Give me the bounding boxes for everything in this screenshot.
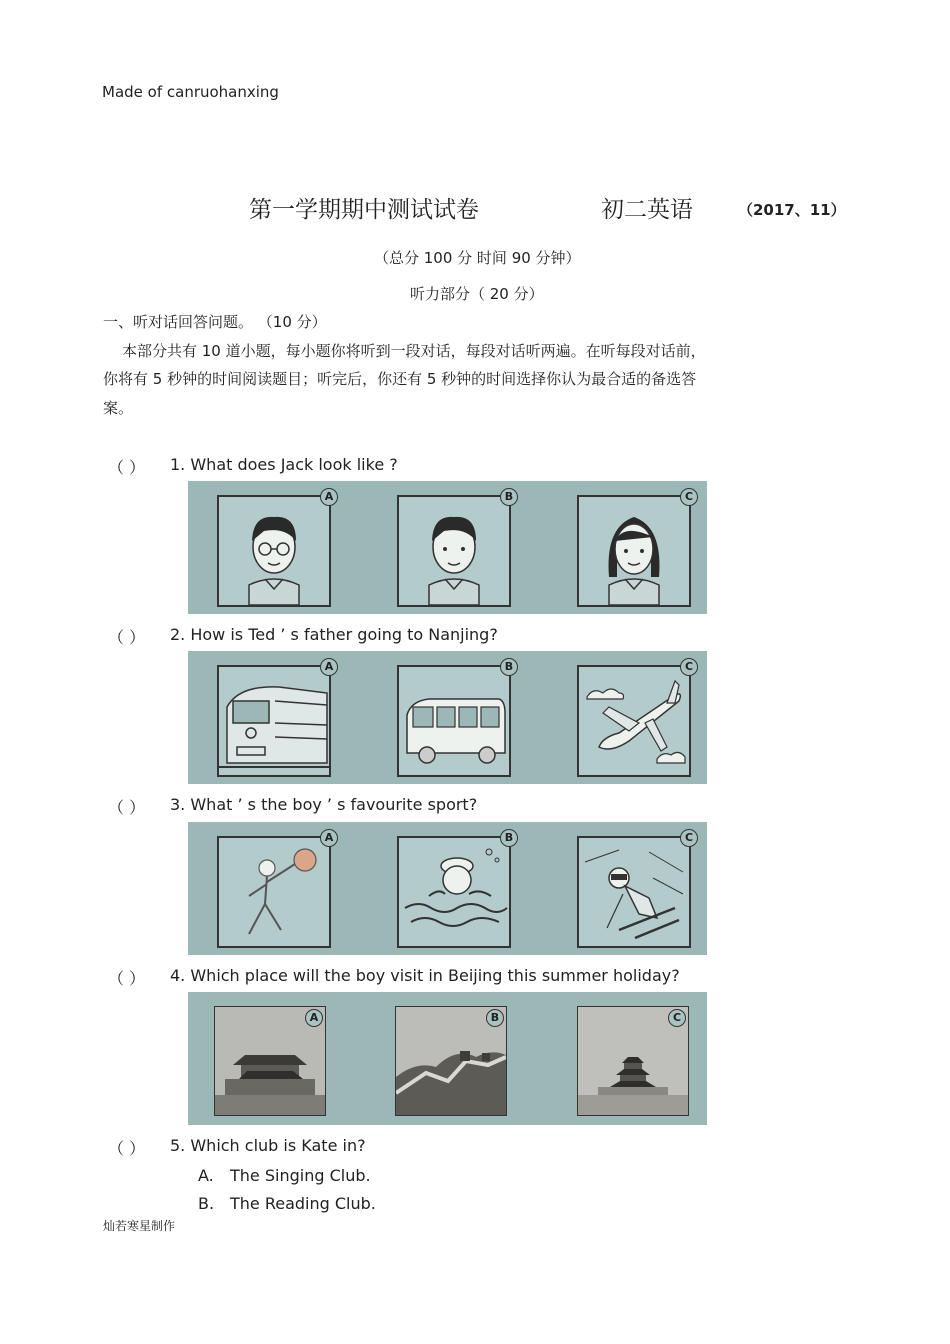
question-2-text: 2. How is Ted ’ s father going to Nanjing? (170, 625, 498, 644)
question-1-picture-panel (188, 481, 707, 614)
question-1-text: 1. What does Jack look like ? (170, 455, 398, 474)
boy-face-icon (399, 497, 509, 605)
option-label-c: C (680, 488, 698, 506)
option-a-picture (217, 831, 334, 948)
boy-with-glasses-icon (219, 497, 329, 605)
question-2-picture-panel (188, 651, 707, 784)
option-label-c: C (680, 829, 698, 847)
option-a-picture (214, 1006, 326, 1116)
option-label-b: B (486, 1009, 504, 1027)
question-3-picture-panel (188, 822, 707, 955)
question-3-text: 3. What ’ s the boy ’ s favourite sport? (170, 795, 478, 814)
choice-a-letter: A. (198, 1166, 214, 1185)
option-b-picture (397, 490, 514, 607)
exam-subject: 初二英语 (601, 197, 693, 223)
option-c-picture (577, 660, 694, 777)
answer-bracket: （ ） (108, 1139, 146, 1158)
airplane-icon (579, 667, 689, 775)
skier-icon (579, 838, 689, 946)
option-label-c: C (680, 658, 698, 676)
option-label-b: B (500, 658, 518, 676)
bus-icon (399, 667, 509, 775)
option-c-picture (577, 1006, 689, 1116)
basketball-player-icon (219, 838, 329, 946)
option-b-picture (397, 660, 514, 777)
exam-date: （2017、11） (738, 201, 846, 219)
option-label-b: B (500, 488, 518, 506)
option-label-c: C (668, 1009, 686, 1027)
footer-text: 灿若寒星制作 (103, 1219, 176, 1233)
question-4-text: 4. Which place will the boy visit in Beijing this summer holiday? (170, 966, 680, 985)
question-5-text: 5. Which club is Kate in? (170, 1136, 366, 1155)
option-label-a: A (305, 1009, 323, 1027)
option-b-picture (397, 831, 514, 948)
instructions-line-2: 你将有 5 秒钟的时间阅读题目；听完后，你还有 5 秒钟的时间选择你认为最合适的备选答 (103, 370, 697, 388)
listening-part-heading: 听力部分（ 20 分） (410, 285, 544, 303)
score-time-info: （总分 100 分 时间 90 分钟） (374, 249, 581, 267)
exam-title: 第一学期期中测试试卷 (249, 197, 479, 223)
answer-bracket: （ ） (108, 798, 146, 817)
choice-b-letter: B. (198, 1194, 215, 1213)
option-a-picture (217, 490, 334, 607)
header-made-of: Made of canruohanxing (102, 83, 279, 101)
instructions-line-1: 本部分共有 10 道小题，每小题你将听到一段对话，每段对话听两遍。在听每段对话前， (122, 342, 706, 360)
option-b-picture (395, 1006, 507, 1116)
question-4-picture-panel (188, 992, 707, 1125)
option-a-picture (217, 660, 334, 777)
choice-b-text: The Reading Club. (230, 1194, 376, 1213)
section-heading: 一、听对话回答问题。 （10 分） (103, 313, 327, 331)
answer-bracket: （ ） (108, 969, 146, 988)
option-label-a: A (320, 829, 338, 847)
option-label-b: B (500, 829, 518, 847)
option-label-a: A (320, 658, 338, 676)
option-c-picture (577, 490, 694, 607)
answer-bracket: （ ） (108, 628, 146, 647)
girl-face-icon (579, 497, 689, 605)
swimmer-icon (399, 838, 509, 946)
option-c-picture (577, 831, 694, 948)
choice-a-text: The Singing Club. (230, 1166, 371, 1185)
instructions-line-3: 案。 (103, 399, 134, 417)
answer-bracket: （ ） (108, 458, 146, 477)
train-icon (219, 667, 329, 775)
option-label-a: A (320, 488, 338, 506)
